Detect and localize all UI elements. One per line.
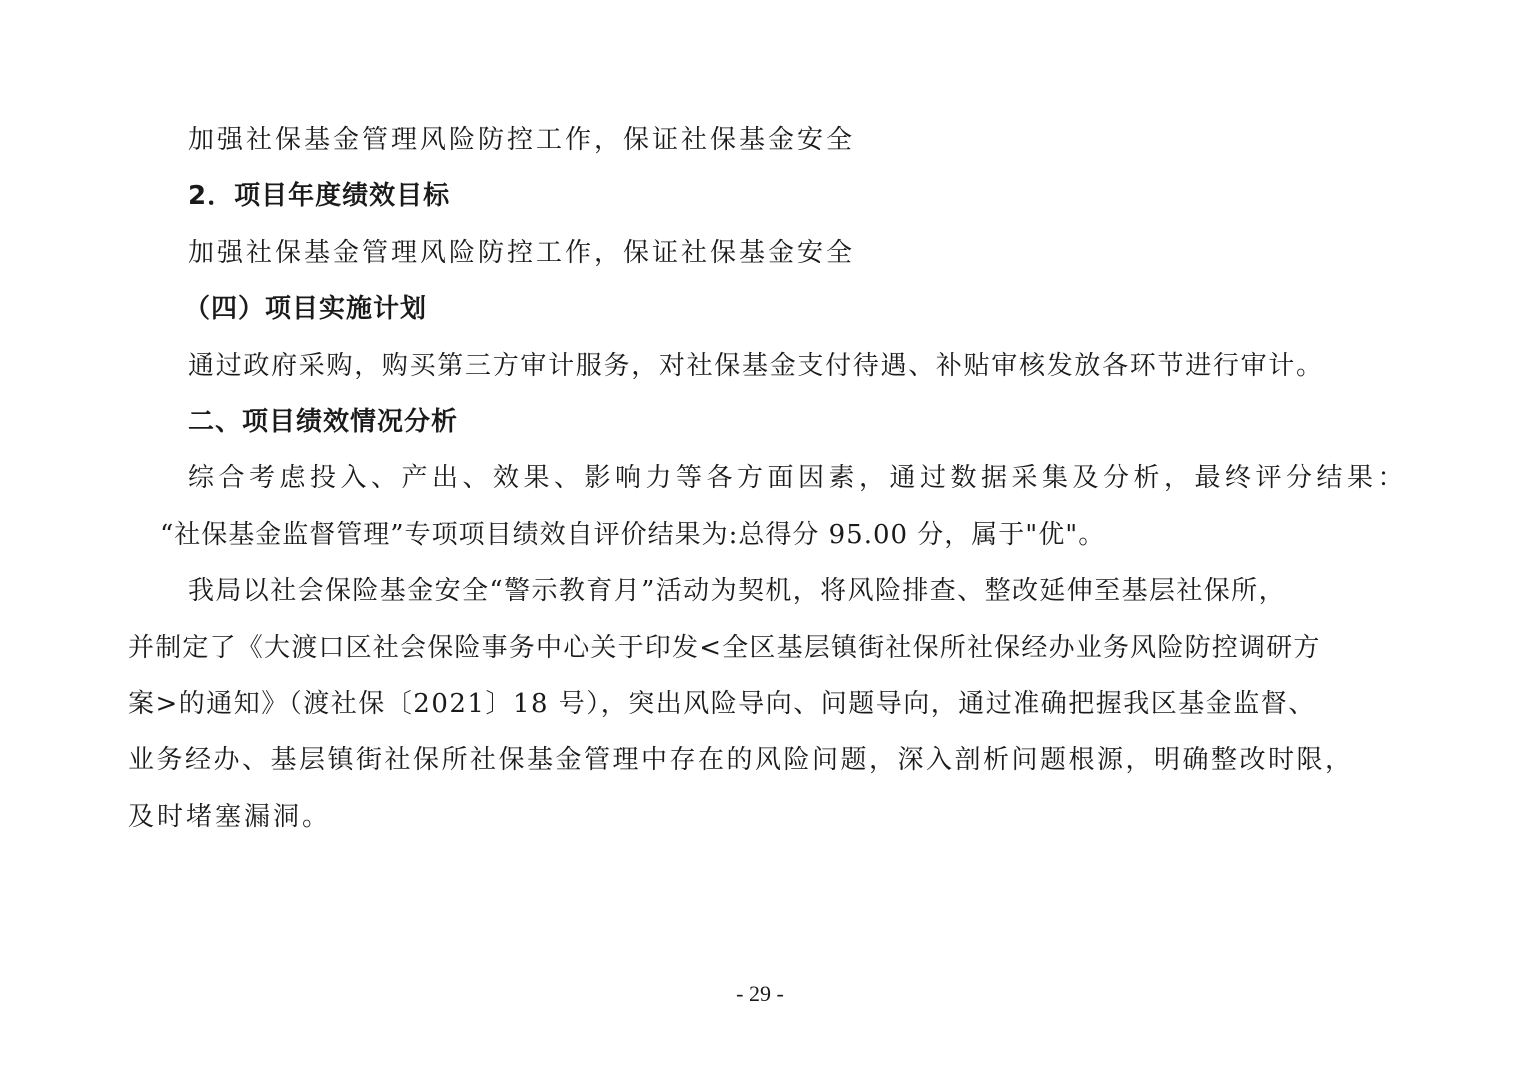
- section-heading: 2．项目年度绩效目标: [188, 181, 451, 211]
- paragraph-line: 加强社保基金管理风险防控工作，保证社保基金安全: [188, 238, 856, 268]
- paragraph-line: 加强社保基金管理风险防控工作，保证社保基金安全: [188, 125, 856, 155]
- paragraph-line: 业务经办、基层镇街社保所社保基金管理中存在的风险问题，深入剖析问题根源，明确整改时限，: [128, 745, 1354, 775]
- paragraph-line: 通过政府采购，购买第三方审计服务，对社保基金支付待遇、补贴审核发放各环节进行审计。: [188, 351, 1324, 381]
- section-heading: 二、项目绩效情况分析: [188, 407, 459, 437]
- paragraph-line: 综合考虑投入、产出、效果、影响力等各方面因素，通过数据采集及分析，最终评分结果：: [188, 463, 1409, 493]
- paragraph-line: 及时堵塞漏洞。: [128, 802, 332, 832]
- paragraph-line: 我局以社会保险基金安全“警示教育月”活动为契机，将风险排查、整改延伸至基层社保所，: [188, 576, 1286, 606]
- section-heading: （四）项目实施计划: [184, 294, 428, 324]
- paragraph-line: 案>的通知》（渡社保〔2021〕18 号），突出风险导向、问题导向，通过准确把握我区基金监督、: [128, 689, 1316, 719]
- page-number: - 29 -: [736, 981, 784, 1006]
- paragraph-line: 并制定了《大渡口区社会保险事务中心关于印发<全区基层镇街社保所社保经办业务风险防控调研方: [128, 633, 1321, 663]
- paragraph-line: “社保基金监督管理”专项项目绩效自评价结果为:总得分 95.00 分，属于"优"。: [160, 520, 1106, 550]
